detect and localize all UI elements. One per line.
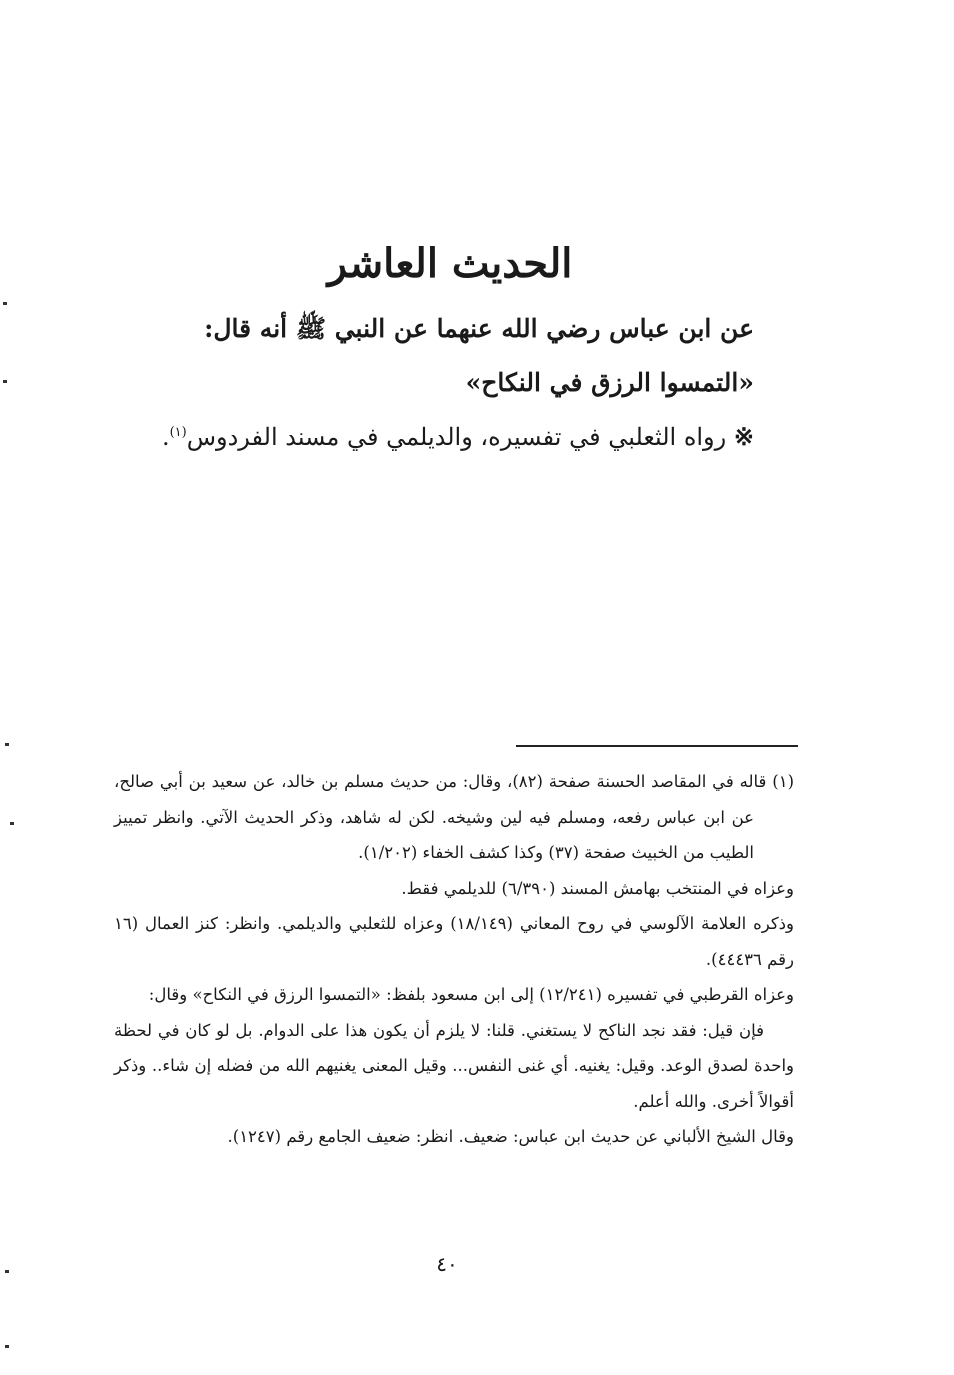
hadith-intro: عن ابن عباس رضي الله عنهما عن النبي ﷺ أنه قال: <box>204 314 754 343</box>
scan-speck <box>5 743 9 746</box>
star-marker: ※ <box>733 422 754 451</box>
scan-speck <box>5 1270 9 1273</box>
footnote-paragraph: وقال الشيخ الألباني عن حديث ابن عباس: ضعيف. انظر: ضعيف الجامع رقم (١٢٤٧). <box>227 1127 794 1146</box>
chapter-title: الحديث العاشر <box>327 240 573 287</box>
scan-speck <box>5 1345 9 1348</box>
hadith-text: «التمسوا الرزق في النكاح» <box>465 368 754 397</box>
narration-end: . <box>161 423 170 451</box>
footnote-separator <box>516 745 798 747</box>
footnote-paragraph: (١) قاله في المقاصد الحسنة صفحة (٨٢)، وقال: من حديث مسلم بن خالد، عن سعيد بن أبي صالح، عن ابن عباس رفعه، ومسلم فيه لين وشيخه. لكن له شاهد، وذكر الحديث الآتي. وانظر تمييز الطيب من الخبيث صفحة (٣٧) وكذا كشف الخفاء (١/٢٠٢). <box>114 772 794 862</box>
footnotes-section <box>114 764 794 1155</box>
footnote-paragraph: وعزاه القرطبي في تفسيره (١٢/٢٤١) إلى ابن مسعود بلفظ: «التمسوا الرزق في النكاح» وقال: <box>148 985 794 1004</box>
narration-text: رواه الثعلبي في تفسيره، والديلمي في مسند الفردوس <box>186 423 727 451</box>
scan-speck <box>3 380 7 383</box>
footnote-paragraph: وعزاه في المنتخب بهامش المسند (٦/٣٩٠) للديلمي فقط. <box>401 878 794 898</box>
scan-speck <box>3 302 7 305</box>
page-number: ٤٠ <box>436 1252 458 1276</box>
footnote-paragraph: وذكره العلامة الآلوسي في روح المعاني (١٨/١٤٩) وعزاه للثعلبي والديلمي. وانظر: كنز العمال (١٦ رقم ٤٤٤٣٦). <box>114 914 794 969</box>
footnote-reference: (١) <box>169 425 187 440</box>
narration-line <box>161 420 754 454</box>
footnote-quote-paragraph: فإن قيل: فقد نجد الناكح لا يستغني. قلنا: لا يلزم أن يكون هذا على الدوام. بل لو كان في لحظة واحدة لصدق الوعد. وقيل: يغنيه. أي غنى النفس... وقيل المعنى يغنيهم الله من فضله إن شاء.. وذكر أقوالاً أخرى. والله أعلم. <box>114 1020 794 1111</box>
scan-speck <box>10 822 14 825</box>
